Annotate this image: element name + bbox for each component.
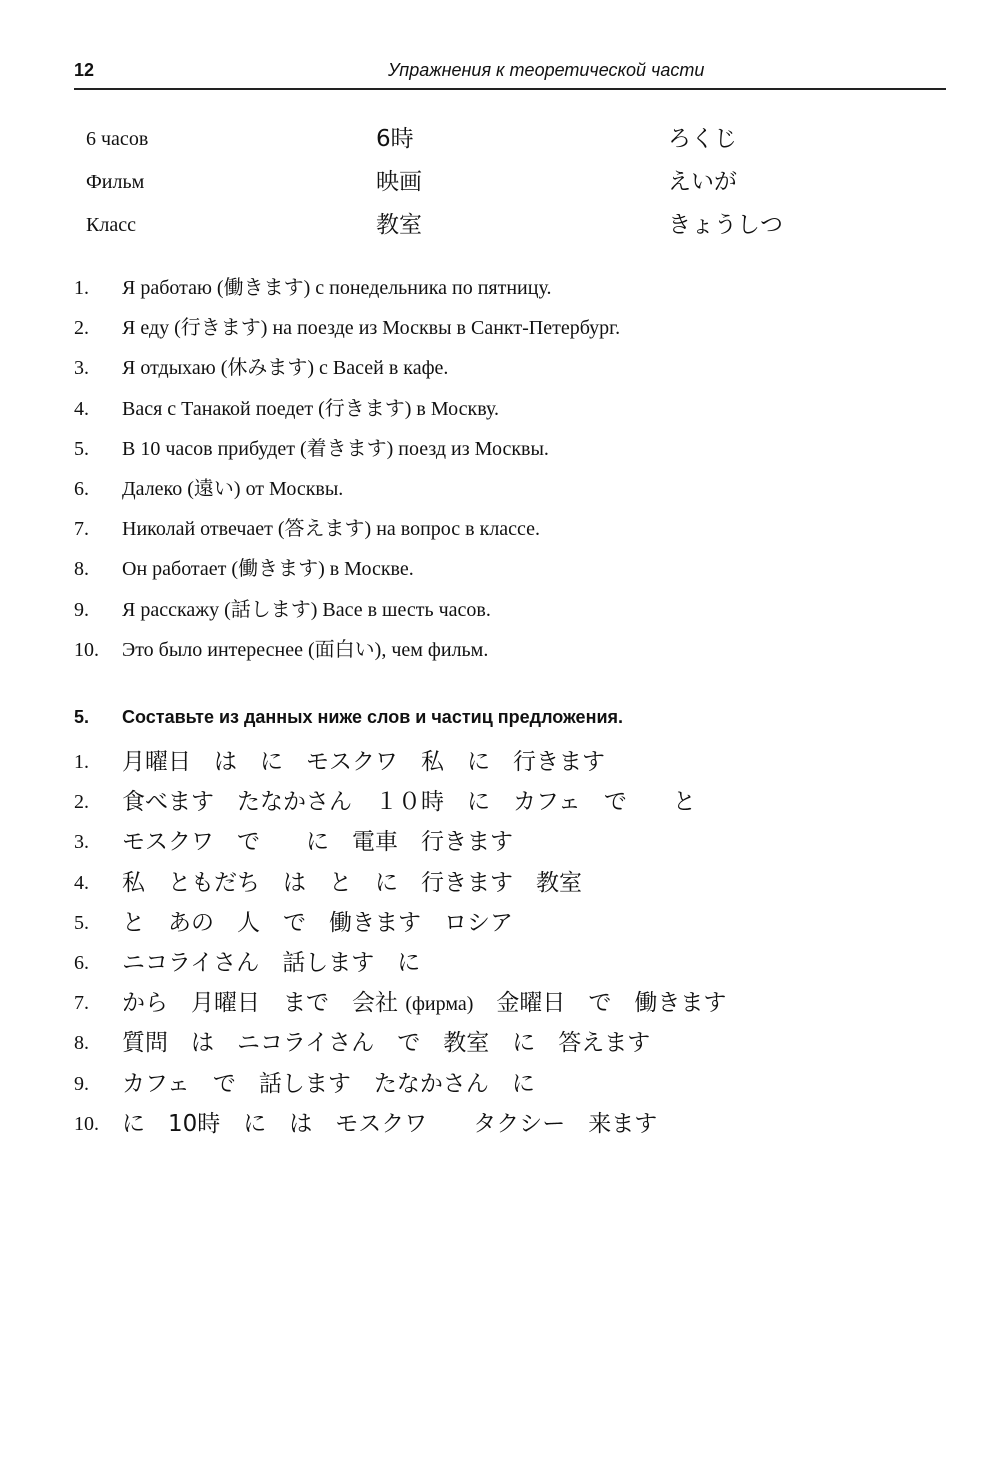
word-set: 月曜日 は に モスクワ 私 に 行きます: [122, 749, 605, 775]
sentence-text: Я еду (行きます) на поезде из Москвы в Санкт-Петербург.: [122, 317, 621, 340]
item-number: 9.: [74, 1072, 89, 1095]
vocab-kana: ろくじ: [668, 126, 737, 152]
sentence-list: [74, 268, 954, 670]
item-number: 1.: [74, 751, 89, 773]
word-set: 食べます たなかさん １０時 に カフェ で と: [122, 789, 696, 816]
vocabulary-row: [86, 120, 826, 163]
list-item: [74, 509, 954, 549]
list-item: [74, 630, 954, 670]
item-number: 8.: [74, 558, 89, 581]
sentence-text: В 10 часов прибудет (着きます) поезд из Москвы.: [122, 437, 549, 460]
item-number: 7.: [74, 992, 89, 1015]
exercise-number: 5.: [74, 707, 90, 727]
vocabulary-table: [86, 120, 826, 249]
list-item: [74, 1104, 954, 1144]
word-set-part: 金曜日 で 働きます: [473, 990, 727, 1017]
exercise-title: Составьте из данных ниже слов и частиц предложения.: [122, 707, 624, 727]
vocab-kanji: 教室: [376, 212, 422, 238]
vocabulary-row: [86, 163, 826, 206]
word-set: [122, 983, 726, 1024]
vocab-russian: 6 часов: [86, 128, 149, 150]
item-number: 7.: [74, 518, 89, 541]
list-item: [74, 822, 954, 862]
sentence-text: Далеко (遠い) от Москвы.: [122, 477, 344, 500]
item-number: 5.: [74, 911, 89, 934]
word-set: 質問 は ニコライさん で 教室 に 答えます: [122, 1030, 651, 1057]
list-item: [74, 742, 954, 782]
sentence-text: Я расскажу (話します) Васе в шесть часов.: [122, 598, 491, 621]
vocabulary-row: [86, 206, 826, 249]
list-item: [74, 1023, 954, 1063]
list-item: [74, 782, 954, 822]
exercise-heading: [74, 702, 954, 732]
list-item: [74, 943, 954, 983]
list-item: [74, 268, 954, 308]
vocab-kana: えいが: [668, 169, 737, 195]
item-number: 9.: [74, 598, 89, 621]
vocab-russian: Класс: [86, 214, 136, 236]
vocab-russian: Фильм: [86, 171, 145, 193]
list-item: [74, 863, 954, 903]
item-number: 5.: [74, 437, 89, 460]
vocab-kanji: 6時: [376, 126, 414, 152]
sentence-text: Я работаю (働きます) с понедельника по пятницу.: [122, 277, 552, 299]
russian-gloss: (фирма): [405, 993, 474, 1016]
list-item: [74, 469, 954, 509]
item-number: 6.: [74, 477, 89, 500]
word-set: と あの 人 で 働きます ロシア: [122, 909, 513, 936]
word-set: に 10時 に は モスクワ タクシー 来ます: [122, 1110, 658, 1137]
item-number: 4.: [74, 871, 89, 894]
item-number: 8.: [74, 1032, 89, 1055]
list-item: [74, 549, 954, 589]
item-number: 4.: [74, 397, 89, 420]
list-item: [74, 308, 954, 348]
item-number: 10.: [74, 1112, 99, 1135]
item-number: 10.: [74, 638, 99, 661]
vocab-kanji: 映画: [376, 169, 422, 195]
list-item: [74, 1064, 954, 1104]
sentence-text: Это было интереснее (面白い), чем фильм.: [122, 638, 489, 661]
word-set: カフェ で 話します たなかさん に: [122, 1070, 535, 1097]
list-item: [74, 590, 954, 630]
word-set: ニコライさん 話します に: [122, 949, 421, 976]
list-item: [74, 348, 954, 388]
item-number: 1.: [74, 277, 89, 299]
item-number: 3.: [74, 357, 89, 380]
list-item: [74, 389, 954, 429]
list-item: [74, 903, 954, 943]
page-number: 12: [74, 60, 95, 80]
item-number: 6.: [74, 951, 89, 974]
item-number: 2.: [74, 317, 89, 340]
sentence-text: Николай отвечает (答えます) на вопрос в классе.: [122, 518, 541, 541]
list-item: [74, 983, 954, 1023]
sentence-text: Я отдыхаю (休みます) с Васей в кафе.: [122, 357, 449, 380]
item-number: 3.: [74, 831, 89, 854]
sentence-text: Вася с Танакой поедет (行きます) в Москву.: [122, 397, 500, 420]
item-number: 2.: [74, 791, 89, 814]
sentence-text: Он работает (働きます) в Москве.: [122, 558, 414, 581]
word-set: 私 ともだち は と に 行きます 教室: [122, 869, 582, 896]
word-set: モスクワ で に 電車 行きます: [122, 829, 513, 856]
vocab-kana: きょうしつ: [668, 212, 783, 238]
exercise-word-list: [74, 742, 954, 1144]
list-item: [74, 429, 954, 469]
page-header: [74, 56, 946, 90]
running-title: Упражнения к теоретической части: [388, 60, 705, 80]
word-set-part: から 月曜日 まで 会社: [122, 990, 406, 1017]
